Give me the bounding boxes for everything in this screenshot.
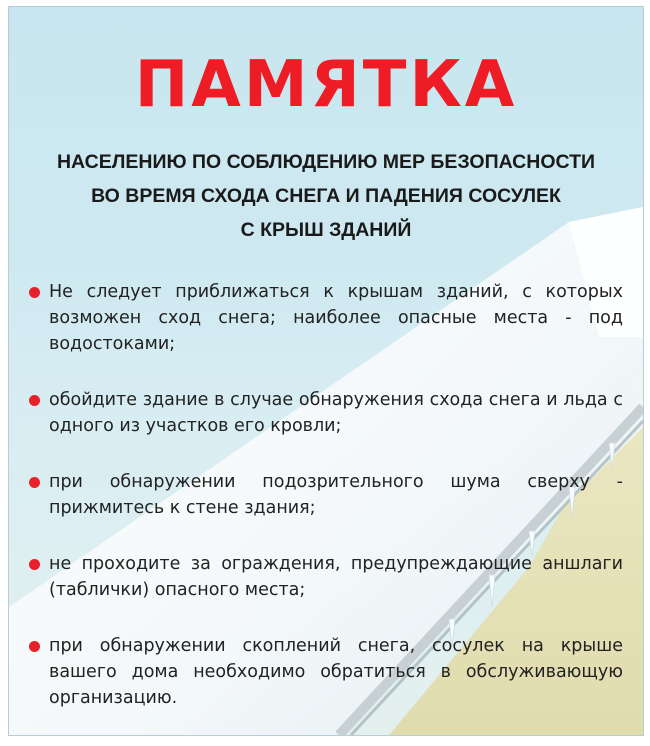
subtitle-line-2: ВО ВРЕМЯ СХОДА СНЕГА И ПАДЕНИЯ СОСУЛЕК [91, 185, 561, 207]
poster [8, 6, 644, 736]
bullet-icon [29, 395, 40, 406]
list-item-text: при обнаружении подозрительного шума сверху - прижмитесь к стене здания; [49, 472, 623, 518]
list-item [27, 279, 623, 357]
poster-subtitle [9, 145, 643, 247]
list-item-text: не проходите за ограждения, предупреждающие аншлаги (таблички) опасного места; [49, 554, 623, 600]
list-item [27, 469, 623, 521]
list-item-text: обойдите здание в случае обнаружения схода снега и льда с одного из участков его кровли; [49, 390, 623, 436]
list-item-text: при обнаружении скоплений снега, сосулек на крыше вашего дома необходимо обратиться в обслуживающую организацию. [49, 636, 623, 708]
bullet-icon [29, 287, 40, 298]
list-item [27, 387, 623, 439]
safety-rules-list [27, 279, 623, 711]
poster-title: ПАМЯТКА [134, 48, 518, 122]
list-item [27, 551, 623, 603]
list-item [27, 633, 623, 711]
poster-content [9, 7, 643, 735]
bullet-icon [29, 559, 40, 570]
bullet-icon [29, 477, 40, 488]
subtitle-line-3: С КРЫШ ЗДАНИЙ [240, 219, 412, 241]
subtitle-line-1: НАСЕЛЕНИЮ ПО СОБЛЮДЕНИЮ МЕР БЕЗОПАСНОСТИ [56, 151, 596, 173]
bullet-icon [29, 641, 40, 652]
list-item-text: Не следует приближаться к крышам зданий, с которых возможен сход снега; наиболее опасные места - под водостоками; [49, 282, 623, 354]
